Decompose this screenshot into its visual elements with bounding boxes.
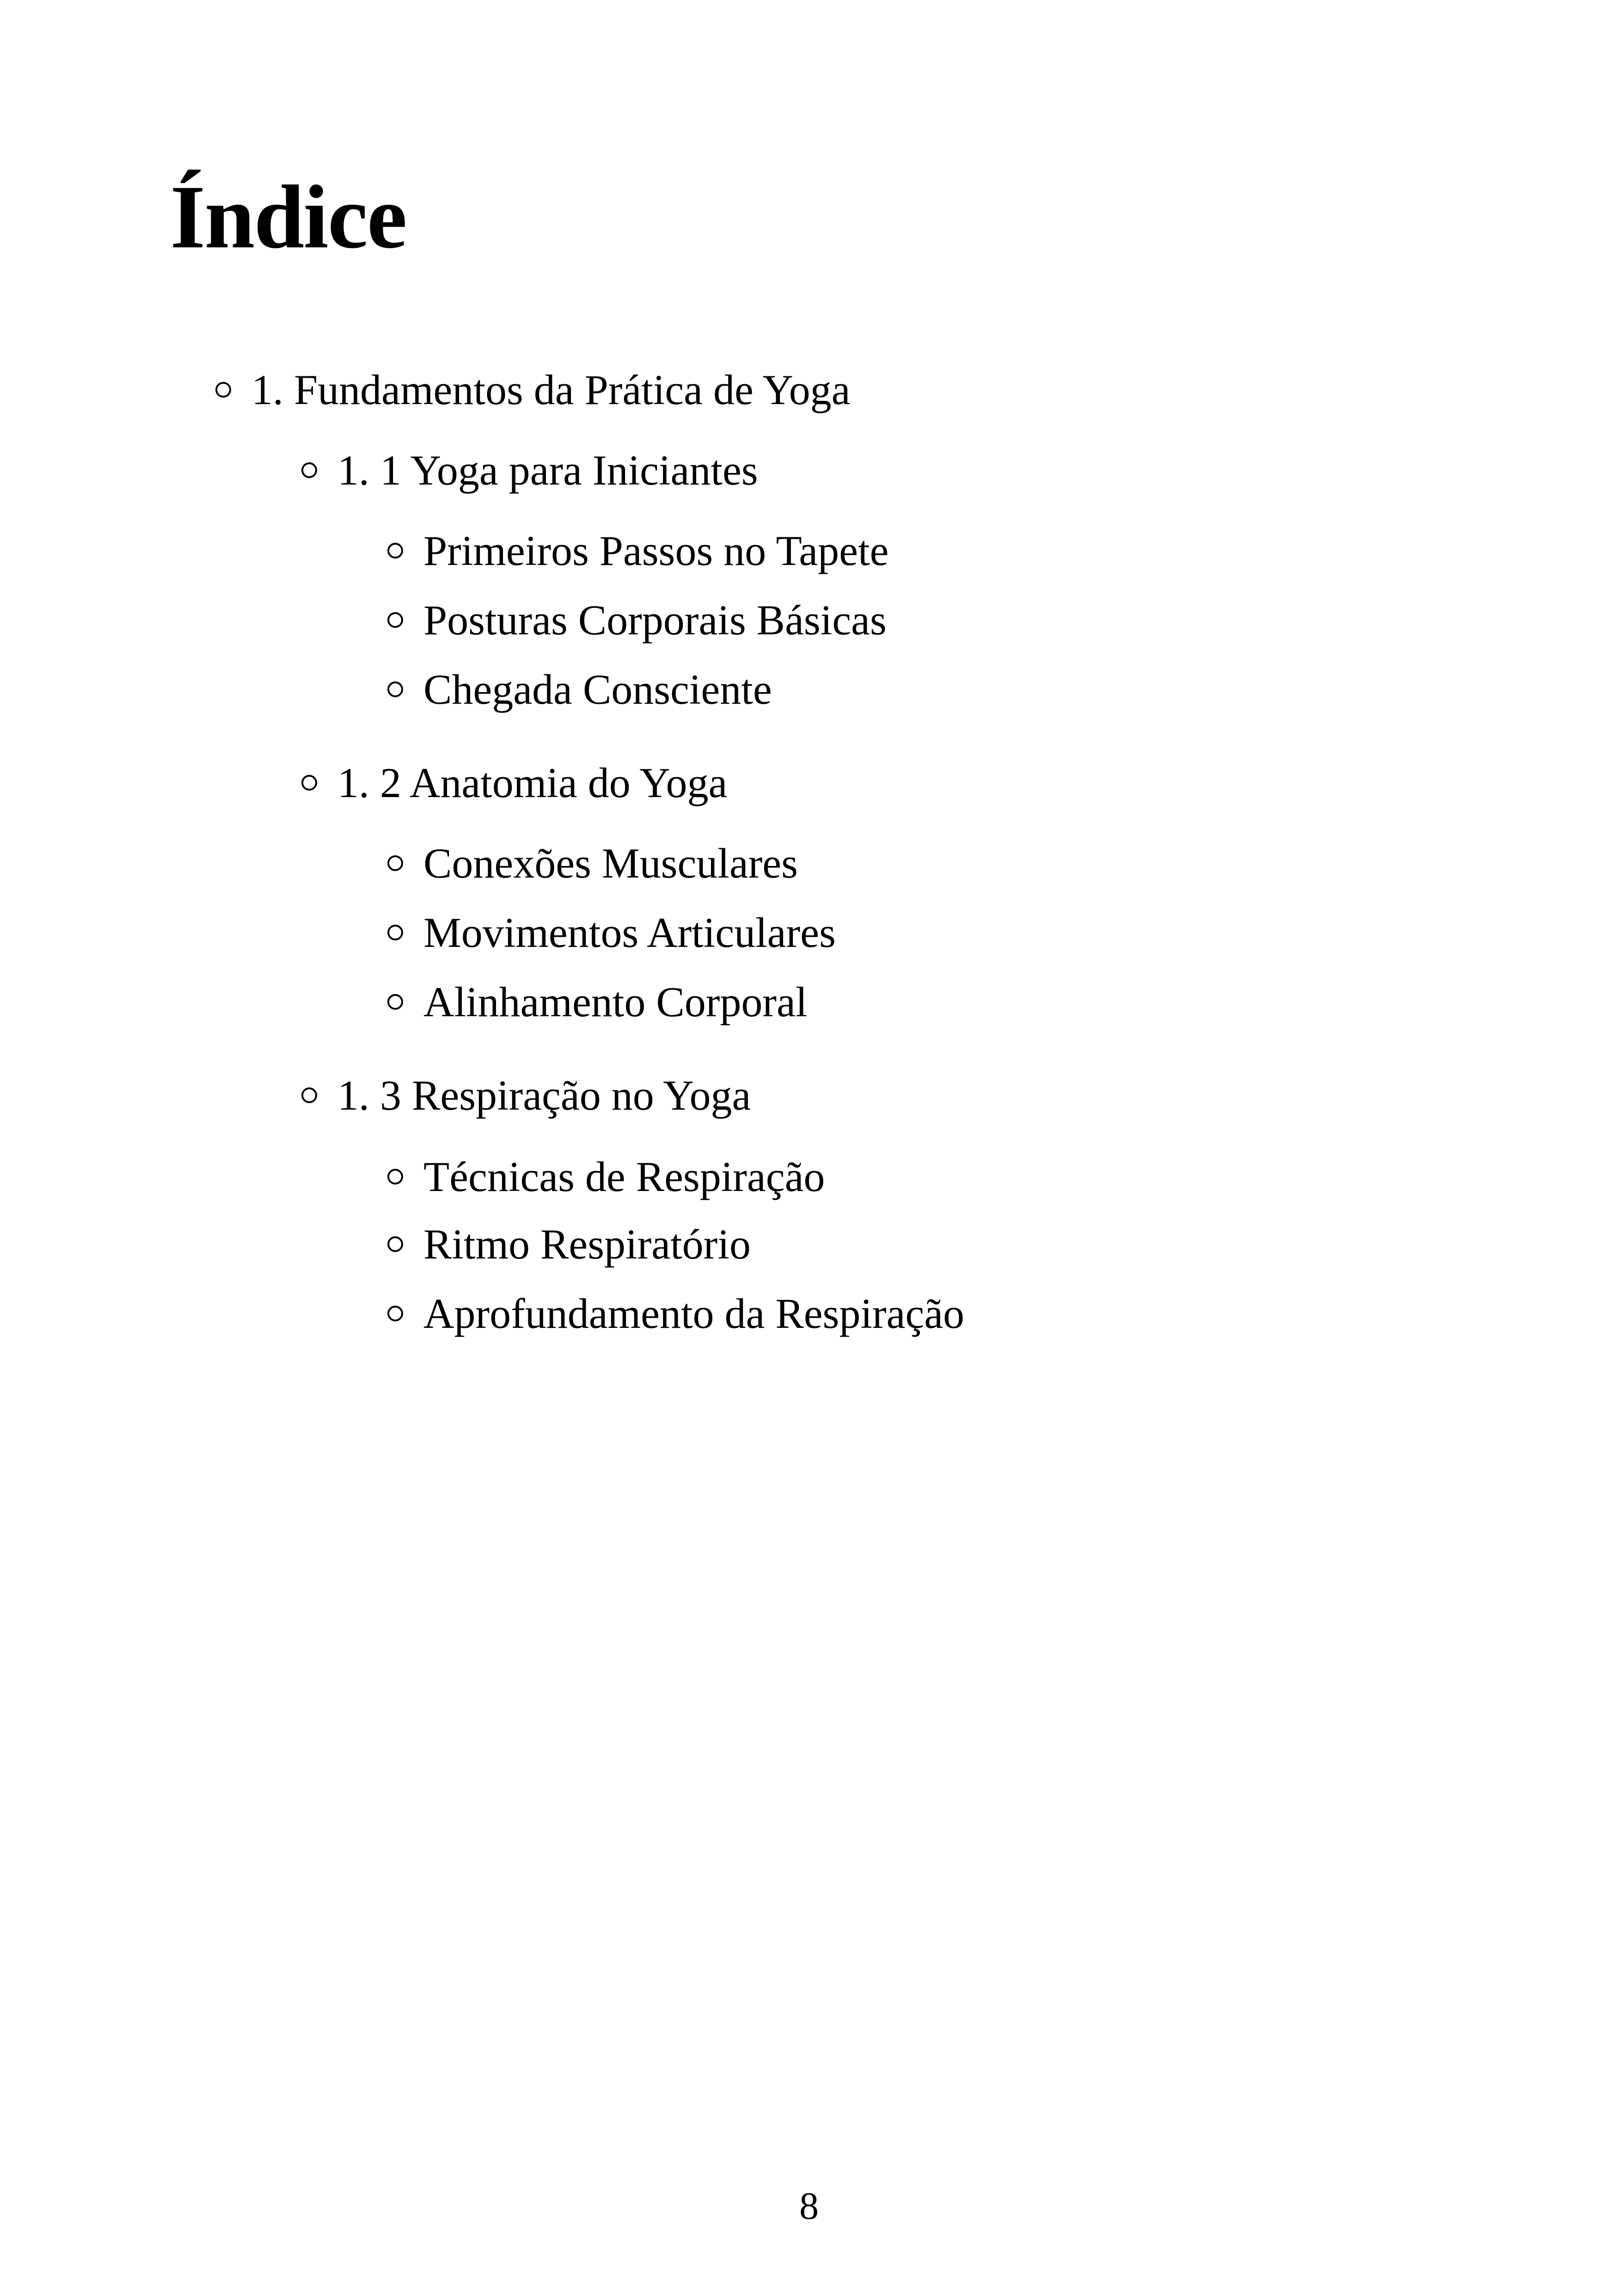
toc-item[interactable] [387,595,887,645]
circle-bullet-icon [387,543,403,559]
toc-chapter-label: 1. Fundamentos da Prática de Yoga [251,366,851,413]
circle-bullet-icon [301,1087,317,1103]
circle-bullet-icon [301,462,317,478]
toc-item[interactable] [387,838,798,889]
circle-bullet-icon [387,855,403,871]
page-title: Índice [170,167,406,267]
toc-item-label: Posturas Corporais Básicas [423,596,887,644]
toc-item-label: Chegada Consciente [423,666,772,713]
circle-bullet-icon [387,994,403,1010]
toc-item-label: Conexões Musculares [423,840,798,887]
toc-section-1-3[interactable] [301,1070,751,1121]
toc-item-label: Técnicas de Respiração [423,1153,825,1200]
toc-item[interactable] [387,1219,751,1270]
toc-item[interactable] [387,1288,964,1339]
circle-bullet-icon [387,1236,403,1252]
toc-chapter-1[interactable] [215,364,851,415]
circle-bullet-icon [387,1306,403,1321]
toc-item[interactable] [387,1151,825,1202]
toc-item[interactable] [387,907,836,958]
page-number: 8 [799,2185,819,2228]
toc-section-label: 1. 1 Yoga para Iniciantes [337,447,758,494]
circle-bullet-icon [387,925,403,940]
toc-section-label: 1. 2 Anatomia do Yoga [337,759,728,806]
toc-item[interactable] [387,976,807,1027]
toc-section-label: 1. 3 Respiração no Yoga [337,1072,751,1119]
circle-bullet-icon [387,612,403,628]
toc-item-label: Ritmo Respiratório [423,1221,751,1268]
toc-item-label: Movimentos Articulares [423,909,836,956]
toc-item-label: Aprofundamento da Respiração [423,1290,965,1337]
toc-item-label: Primeiros Passos no Tapete [423,527,889,574]
toc-section-1-2[interactable] [301,757,727,808]
toc-item-label: Alinhamento Corporal [423,978,808,1025]
circle-bullet-icon [387,681,403,697]
circle-bullet-icon [387,1169,403,1185]
circle-bullet-icon [215,382,231,398]
toc-item[interactable] [387,664,772,715]
circle-bullet-icon [301,775,317,791]
toc-section-1-1[interactable] [301,445,758,496]
toc-item[interactable] [387,525,889,576]
